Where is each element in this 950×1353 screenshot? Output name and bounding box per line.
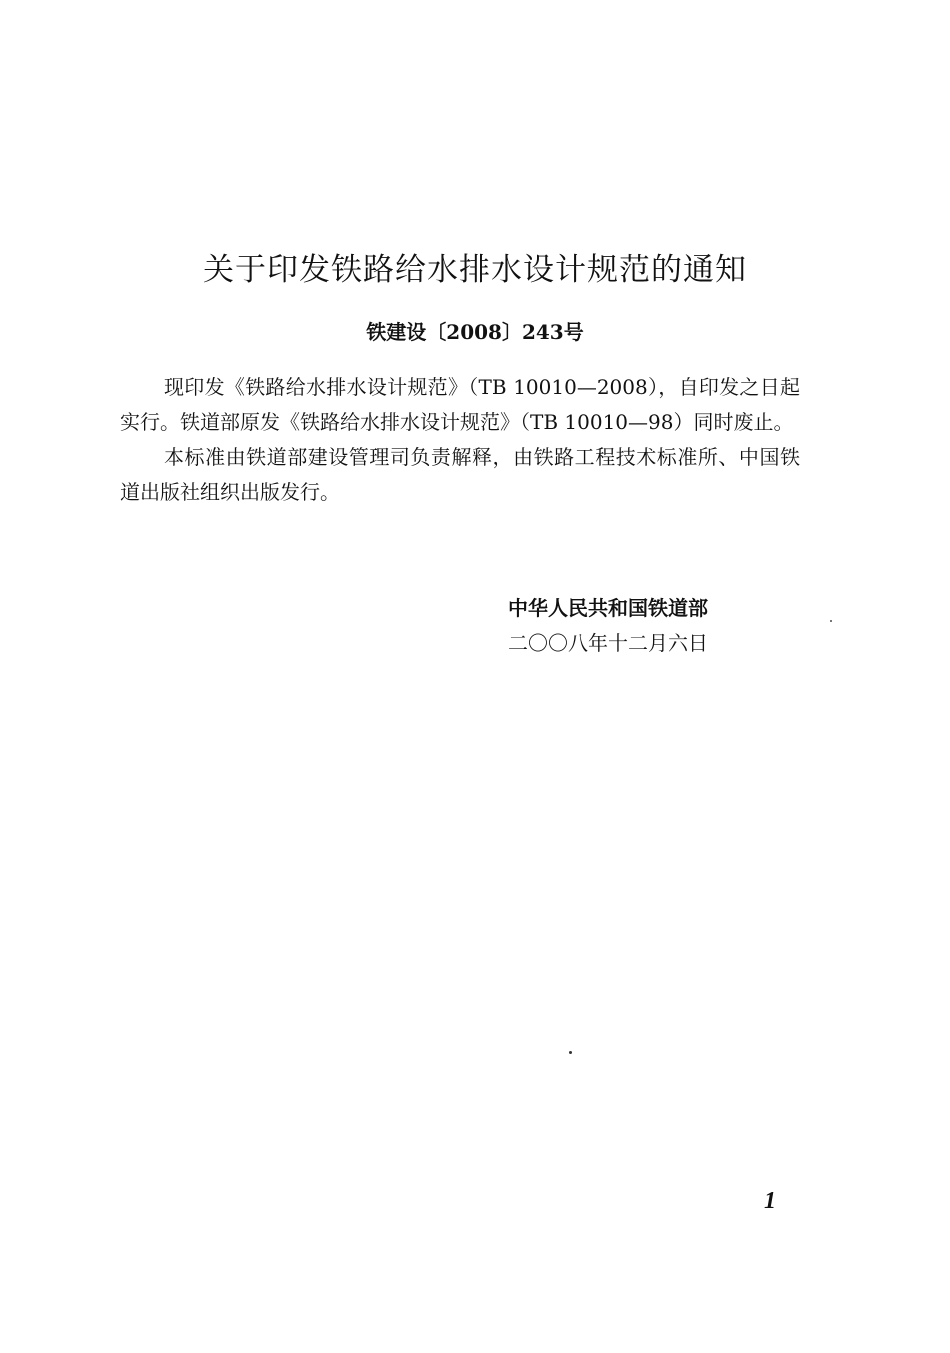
document-number: 铁建设〔2008〕243号 xyxy=(366,320,584,344)
page-title: 关于印发铁路给水排水设计规范的通知 xyxy=(203,252,747,288)
page-number: 1 xyxy=(764,1188,776,1214)
paragraph-1: 现印发《铁路给水排水设计规范》（TB 10010—2008），自印发之日起实行。铁道部原发《铁路给水排水设计规范》（TB 10010—98）同时废止。 xyxy=(120,375,800,434)
scan-speck xyxy=(830,620,832,622)
paragraph-2: 本标准由铁道部建设管理司负责解释，由铁路工程技术标准所、中国铁道出版社组织出版发行。 xyxy=(120,445,800,504)
signature-date: 二〇〇八年十二月六日 xyxy=(508,631,708,655)
signature-organization: 中华人民共和国铁道部 xyxy=(508,596,708,620)
scan-speck xyxy=(569,1051,572,1054)
body-text xyxy=(120,370,800,510)
